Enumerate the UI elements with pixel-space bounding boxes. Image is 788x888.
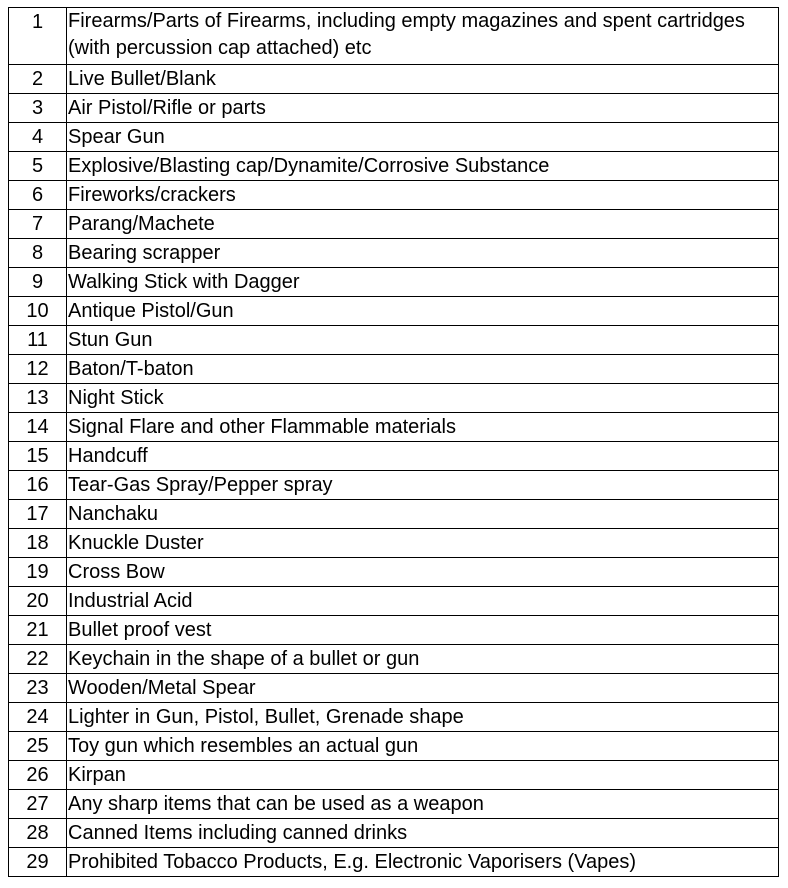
table-row [9, 297, 779, 326]
item-number: 19 [9, 558, 67, 587]
table-row [9, 703, 779, 732]
table-row [9, 761, 779, 790]
table-row [9, 558, 779, 587]
item-description: Spear Gun [67, 123, 779, 152]
item-number: 21 [9, 616, 67, 645]
item-number: 10 [9, 297, 67, 326]
table-row [9, 210, 779, 239]
item-description: Keychain in the shape of a bullet or gun [67, 645, 779, 674]
item-number: 18 [9, 529, 67, 558]
item-number: 1 [9, 8, 67, 65]
item-description: Antique Pistol/Gun [67, 297, 779, 326]
item-number: 15 [9, 442, 67, 471]
item-description: Explosive/Blasting cap/Dynamite/Corrosive Substance [67, 152, 779, 181]
item-number: 20 [9, 587, 67, 616]
item-number: 24 [9, 703, 67, 732]
item-description: Canned Items including canned drinks [67, 819, 779, 848]
table-row [9, 413, 779, 442]
item-description: Firearms/Parts of Firearms, including empty magazines and spent cartridges (with percussion cap attached) etc [67, 8, 779, 65]
item-description: Cross Bow [67, 558, 779, 587]
table-row [9, 442, 779, 471]
table-row [9, 65, 779, 94]
prohibited-items-table [8, 7, 779, 877]
item-number: 27 [9, 790, 67, 819]
item-description: Industrial Acid [67, 587, 779, 616]
item-number: 2 [9, 65, 67, 94]
table-row [9, 500, 779, 529]
table-row [9, 587, 779, 616]
table-row [9, 645, 779, 674]
table-row [9, 239, 779, 268]
table-row [9, 674, 779, 703]
item-description: Live Bullet/Blank [67, 65, 779, 94]
item-description: Fireworks/crackers [67, 181, 779, 210]
item-number: 8 [9, 239, 67, 268]
table-row [9, 123, 779, 152]
item-number: 7 [9, 210, 67, 239]
item-description: Prohibited Tobacco Products, E.g. Electronic Vaporisers (Vapes) [67, 848, 779, 877]
table-row [9, 529, 779, 558]
item-number: 9 [9, 268, 67, 297]
table-row [9, 848, 779, 877]
item-description: Tear-Gas Spray/Pepper spray [67, 471, 779, 500]
item-description: Bullet proof vest [67, 616, 779, 645]
item-description: Kirpan [67, 761, 779, 790]
table-row [9, 732, 779, 761]
item-number: 22 [9, 645, 67, 674]
item-description: Bearing scrapper [67, 239, 779, 268]
table-row [9, 326, 779, 355]
item-number: 13 [9, 384, 67, 413]
item-number: 26 [9, 761, 67, 790]
table-row [9, 790, 779, 819]
item-description: Night Stick [67, 384, 779, 413]
table-row [9, 268, 779, 297]
item-number: 16 [9, 471, 67, 500]
item-number: 25 [9, 732, 67, 761]
item-description: Toy gun which resembles an actual gun [67, 732, 779, 761]
item-description: Knuckle Duster [67, 529, 779, 558]
item-description: Stun Gun [67, 326, 779, 355]
table-row [9, 616, 779, 645]
item-number: 29 [9, 848, 67, 877]
table-row [9, 384, 779, 413]
table-row [9, 181, 779, 210]
item-number: 14 [9, 413, 67, 442]
item-description: Parang/Machete [67, 210, 779, 239]
item-description: Baton/T-baton [67, 355, 779, 384]
table-row [9, 94, 779, 123]
item-description: Handcuff [67, 442, 779, 471]
item-description: Signal Flare and other Flammable materials [67, 413, 779, 442]
table-row [9, 471, 779, 500]
item-number: 23 [9, 674, 67, 703]
item-number: 5 [9, 152, 67, 181]
item-number: 11 [9, 326, 67, 355]
table-row [9, 355, 779, 384]
table-row [9, 152, 779, 181]
item-number: 28 [9, 819, 67, 848]
item-description: Air Pistol/Rifle or parts [67, 94, 779, 123]
item-number: 4 [9, 123, 67, 152]
table-row [9, 8, 779, 65]
item-number: 6 [9, 181, 67, 210]
item-description: Wooden/Metal Spear [67, 674, 779, 703]
item-number: 12 [9, 355, 67, 384]
item-description: Nanchaku [67, 500, 779, 529]
item-description: Lighter in Gun, Pistol, Bullet, Grenade shape [67, 703, 779, 732]
table-body [9, 8, 779, 877]
item-number: 17 [9, 500, 67, 529]
item-number: 3 [9, 94, 67, 123]
item-description: Any sharp items that can be used as a weapon [67, 790, 779, 819]
item-description: Walking Stick with Dagger [67, 268, 779, 297]
table-row [9, 819, 779, 848]
